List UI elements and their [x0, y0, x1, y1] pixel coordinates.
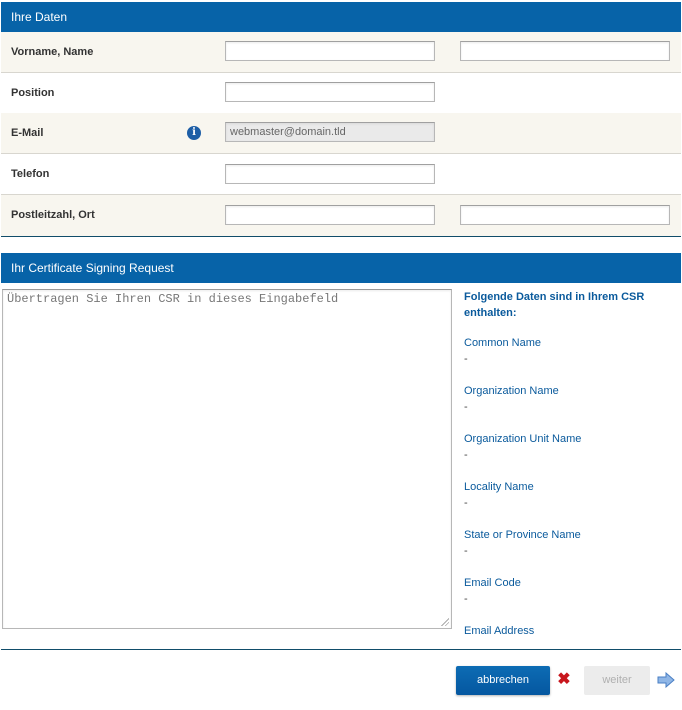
- name-label: Vorname, Name: [11, 46, 94, 58]
- csr-field-organization-unit-name: [464, 432, 674, 462]
- info-icon[interactable]: i: [187, 126, 201, 140]
- section-divider: [1, 236, 681, 237]
- csr-field-value: -: [464, 545, 468, 557]
- csr-field-email-code: [464, 576, 674, 606]
- footer-divider: [1, 649, 681, 650]
- cancel-button[interactable]: abbrechen: [456, 666, 550, 695]
- zip-input[interactable]: [225, 205, 435, 225]
- csr-info-title: Folgende Daten sind in Ihrem CSR enthalten:: [464, 291, 645, 319]
- phone-input[interactable]: [225, 164, 435, 184]
- csr-field-value: -: [464, 401, 468, 413]
- csr-textarea[interactable]: [2, 289, 452, 629]
- position-label: Position: [11, 87, 55, 99]
- csr-field-common-name: [464, 336, 674, 366]
- csr-field-name: Email Address: [464, 625, 535, 637]
- resize-handle[interactable]: [441, 618, 449, 626]
- csr-info-panel: [464, 289, 674, 637]
- email-label: E-Mail: [11, 127, 44, 139]
- arrow-right-icon[interactable]: [657, 672, 675, 688]
- csr-field-value: -: [464, 593, 468, 605]
- csr-field-name: Common Name: [464, 337, 542, 349]
- csr-title: Ihr Certificate Signing Request: [11, 261, 174, 275]
- csr-field-value: -: [464, 449, 468, 461]
- first-name-input[interactable]: [225, 41, 435, 61]
- csr-header: [1, 253, 681, 283]
- postal-label: Postleitzahl, Ort: [11, 209, 95, 221]
- csr-field-name: State or Province Name: [464, 529, 581, 541]
- next-button[interactable]: weiter: [584, 666, 650, 695]
- csr-field-email-address: [464, 624, 674, 640]
- csr-field-value: -: [464, 497, 468, 509]
- city-input[interactable]: [460, 205, 670, 225]
- csr-field-organization-name: [464, 384, 674, 414]
- csr-field-name: Email Code: [464, 577, 521, 589]
- close-icon[interactable]: ✖: [557, 671, 571, 688]
- csr-field-name: Organization Name: [464, 385, 559, 397]
- csr-field-value: -: [464, 353, 468, 365]
- csr-field-name: Locality Name: [464, 481, 534, 493]
- csr-field-state-name: [464, 528, 674, 558]
- personal-data-header: [1, 2, 681, 32]
- email-field: [225, 122, 435, 142]
- phone-label: Telefon: [11, 168, 50, 180]
- personal-data-title: Ihre Daten: [11, 10, 68, 24]
- csr-placeholder: Übertragen Sie Ihren CSR in dieses Eingabefeld: [7, 292, 339, 306]
- position-input[interactable]: [225, 82, 435, 102]
- csr-field-locality-name: [464, 480, 674, 510]
- csr-field-name: Organization Unit Name: [464, 433, 582, 445]
- last-name-input[interactable]: [460, 41, 670, 61]
